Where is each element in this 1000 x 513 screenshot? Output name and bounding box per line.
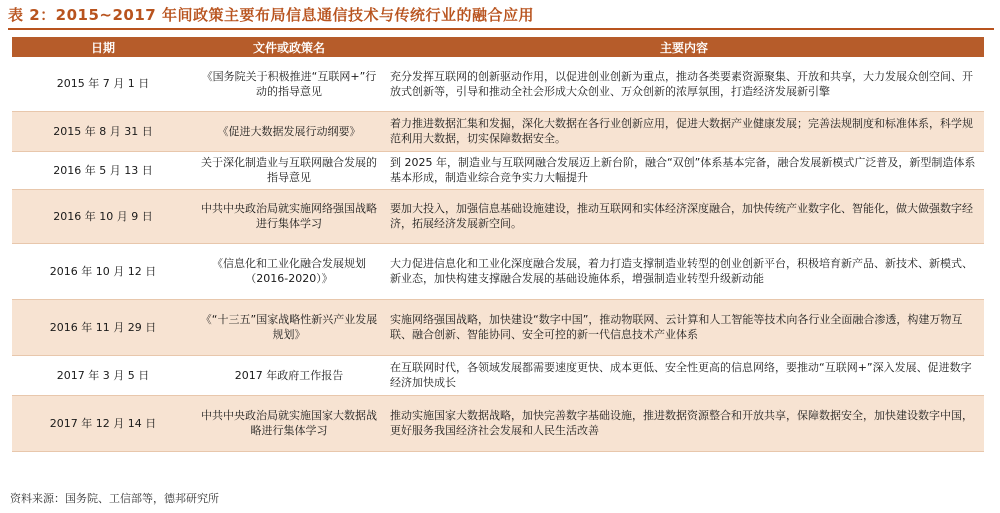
column-header-content: 主要内容 (384, 37, 984, 57)
table-row (12, 299, 984, 355)
row-date: 2015 年 7 月 1 日 (12, 57, 194, 111)
table-row (12, 151, 984, 189)
row-doc: 《信息化和工业化融合发展规划（2016-2020）》 (194, 243, 384, 299)
row-date: 2017 年 12 月 14 日 (12, 395, 194, 451)
row-date: 2016 年 11 月 29 日 (12, 299, 194, 355)
row-date: 2016 年 10 月 12 日 (12, 243, 194, 299)
source-note: 资料来源：国务院、工信部等，德邦研究所 (10, 492, 219, 505)
table-row (12, 57, 984, 111)
row-date: 2016 年 10 月 9 日 (12, 189, 194, 243)
row-date: 2016 年 5 月 13 日 (12, 151, 194, 189)
row-date: 2015 年 8 月 31 日 (12, 111, 194, 151)
row-doc: 《促进大数据发展行动纲要》 (194, 111, 384, 151)
column-header-date: 日期 (12, 37, 194, 57)
table-row (12, 111, 984, 151)
row-content: 要加大投入，加强信息基础设施建设，推动互联网和实体经济深度融合，加快传统产业数字化、智能化，做大做强数字经济，拓展经济发展新空间。 (384, 189, 984, 243)
table-row (12, 355, 984, 395)
row-doc: 关于深化制造业与互联网融合发展的指导意见 (194, 151, 384, 189)
row-content: 充分发挥互联网的创新驱动作用，以促进创业创新为重点，推动各类要素资源聚集、开放和共享，大力发展众创空间、开放式创新等，引导和推动全社会形成大众创业、万众创新的浓厚氛围，打造经济发展新引擎 (384, 57, 984, 111)
title-divider (8, 28, 994, 30)
row-doc: 《国务院关于积极推进“互联网+”行动的指导意见 (194, 57, 384, 111)
row-doc: 2017 年政府工作报告 (194, 355, 384, 395)
policy-table (12, 37, 984, 452)
table-row (12, 243, 984, 299)
column-header-doc: 文件或政策名 (194, 37, 384, 57)
row-content: 大力促进信息化和工业化深度融合发展，着力打造支撑制造业转型的创业创新平台，积极培育新产品、新技术、新模式、新业态，加快构建支撑融合发展的基础设施体系，增强制造业转型升级新动能 (384, 243, 984, 299)
row-doc: 《“十三五”国家战略性新兴产业发展规划》 (194, 299, 384, 355)
row-content: 着力推进数据汇集和发掘，深化大数据在各行业创新应用，促进大数据产业健康发展；完善法规制度和标准体系，科学规范利用大数据，切实保障数据安全。 (384, 111, 984, 151)
table-title: 表 2：2015~2017 年间政策主要布局信息通信技术与传统行业的融合应用 (8, 6, 534, 24)
table-row (12, 395, 984, 451)
table-header-row (12, 37, 984, 57)
row-content: 推动实施国家大数据战略，加快完善数字基础设施，推进数据资源整合和开放共享，保障数据安全，加快建设数字中国，更好服务我国经济社会发展和人民生活改善 (384, 395, 984, 451)
row-doc: 中共中央政治局就实施网络强国战略进行集体学习 (194, 189, 384, 243)
row-content: 实施网络强国战略，加快建设“数字中国”，推动物联网、云计算和人工智能等技术向各行业全面融合渗透，构建万物互联、融合创新、智能协同、安全可控的新一代信息技术产业体系 (384, 299, 984, 355)
row-doc: 中共中央政治局就实施国家大数据战略进行集体学习 (194, 395, 384, 451)
row-content: 到 2025 年，制造业与互联网融合发展迈上新台阶，融合“双创”体系基本完备，融合发展新模式广泛普及，新型制造体系基本形成，制造业综合竞争实力大幅提升 (384, 151, 984, 189)
row-date: 2017 年 3 月 5 日 (12, 355, 194, 395)
row-content: 在互联网时代，各领域发展都需要速度更快、成本更低、安全性更高的信息网络，要推动“互联网+”深入发展、促进数字经济加快成长 (384, 355, 984, 395)
table-row (12, 189, 984, 243)
